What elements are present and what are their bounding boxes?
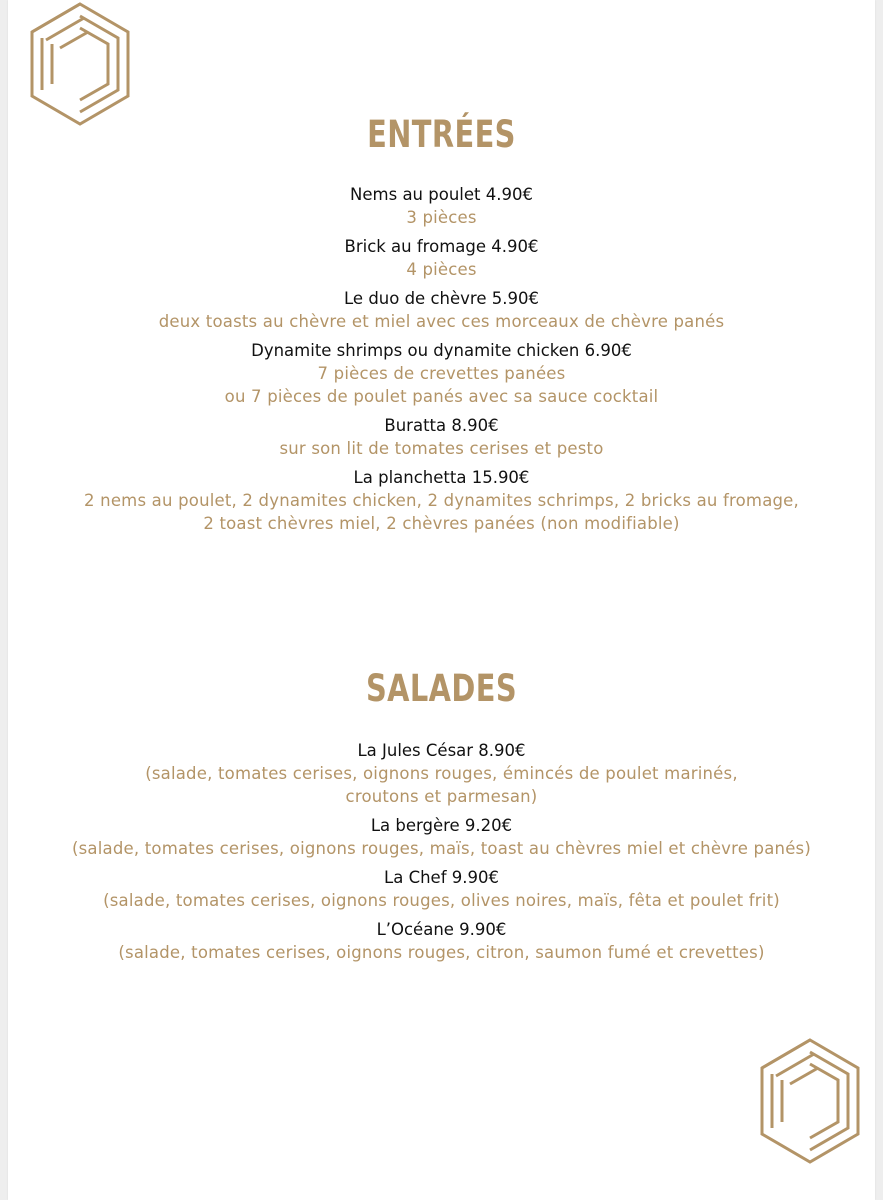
entrees-section: [8, 112, 875, 541]
item-name: Nems au poulet 4.90€: [350, 185, 533, 204]
item-description: (salade, tomates cerises, oignons rouges, citron, saumon fumé et crevettes): [118, 943, 765, 962]
item-description: (salade, tomates cerises, oignons rouges, olives noires, maïs, fêta et poulet frit): [103, 891, 780, 910]
item-description: (salade, tomates cerises, oignons rouges, émincés de poulet marinés,: [145, 764, 738, 783]
hexagon-logo-icon: [754, 1034, 866, 1168]
item-name: Buratta 8.90€: [384, 416, 499, 435]
menu-item: [8, 339, 875, 408]
item-description: 2 toast chèvres miel, 2 chèvres panées (non modifiable): [203, 514, 680, 533]
item-name: La Chef 9.90€: [384, 868, 499, 887]
item-description: 4 pièces: [406, 260, 477, 279]
item-name: Dynamite shrimps ou dynamite chicken 6.90€: [251, 341, 632, 360]
item-description: sur son lit de tomates cerises et pesto: [279, 439, 604, 458]
item-description: 2 nems au poulet, 2 dynamites chicken, 2 dynamites schrimps, 2 bricks au fromage,: [84, 491, 799, 510]
item-name: La planchetta 15.90€: [353, 468, 530, 487]
menu-item: [8, 235, 875, 281]
item-name: La Jules César 8.90€: [357, 741, 526, 760]
item-description: ou 7 pièces de poulet panés avec sa sauce cocktail: [224, 387, 659, 406]
menu-item: [8, 866, 875, 912]
menu-page: [8, 0, 875, 1200]
menu-item: [8, 918, 875, 964]
menu-item: [8, 414, 875, 460]
section-title: ENTRÉES: [367, 113, 516, 156]
menu-item: [8, 814, 875, 860]
menu-item: [8, 287, 875, 333]
item-name: Brick au fromage 4.90€: [344, 237, 539, 256]
salades-section: [8, 666, 875, 970]
menu-item: [8, 739, 875, 808]
salades-list: [8, 739, 875, 964]
menu-item: [8, 466, 875, 535]
item-description: 3 pièces: [406, 208, 477, 227]
item-description: croutons et parmesan): [345, 787, 538, 806]
item-description: 7 pièces de crevettes panées: [317, 364, 566, 383]
item-description: (salade, tomates cerises, oignons rouges, maïs, toast au chèvres miel et chèvre panés): [72, 839, 811, 858]
section-title: SALADES: [365, 667, 518, 710]
item-name: Le duo de chèvre 5.90€: [344, 289, 539, 308]
entrees-list: [8, 183, 875, 535]
menu-item: [8, 183, 875, 229]
item-name: L’Océane 9.90€: [376, 920, 507, 939]
item-description: deux toasts au chèvre et miel avec ces morceaux de chèvre panés: [158, 312, 725, 331]
hexagon-logo-icon: [24, 0, 136, 128]
item-name: La bergère 9.20€: [370, 816, 513, 835]
